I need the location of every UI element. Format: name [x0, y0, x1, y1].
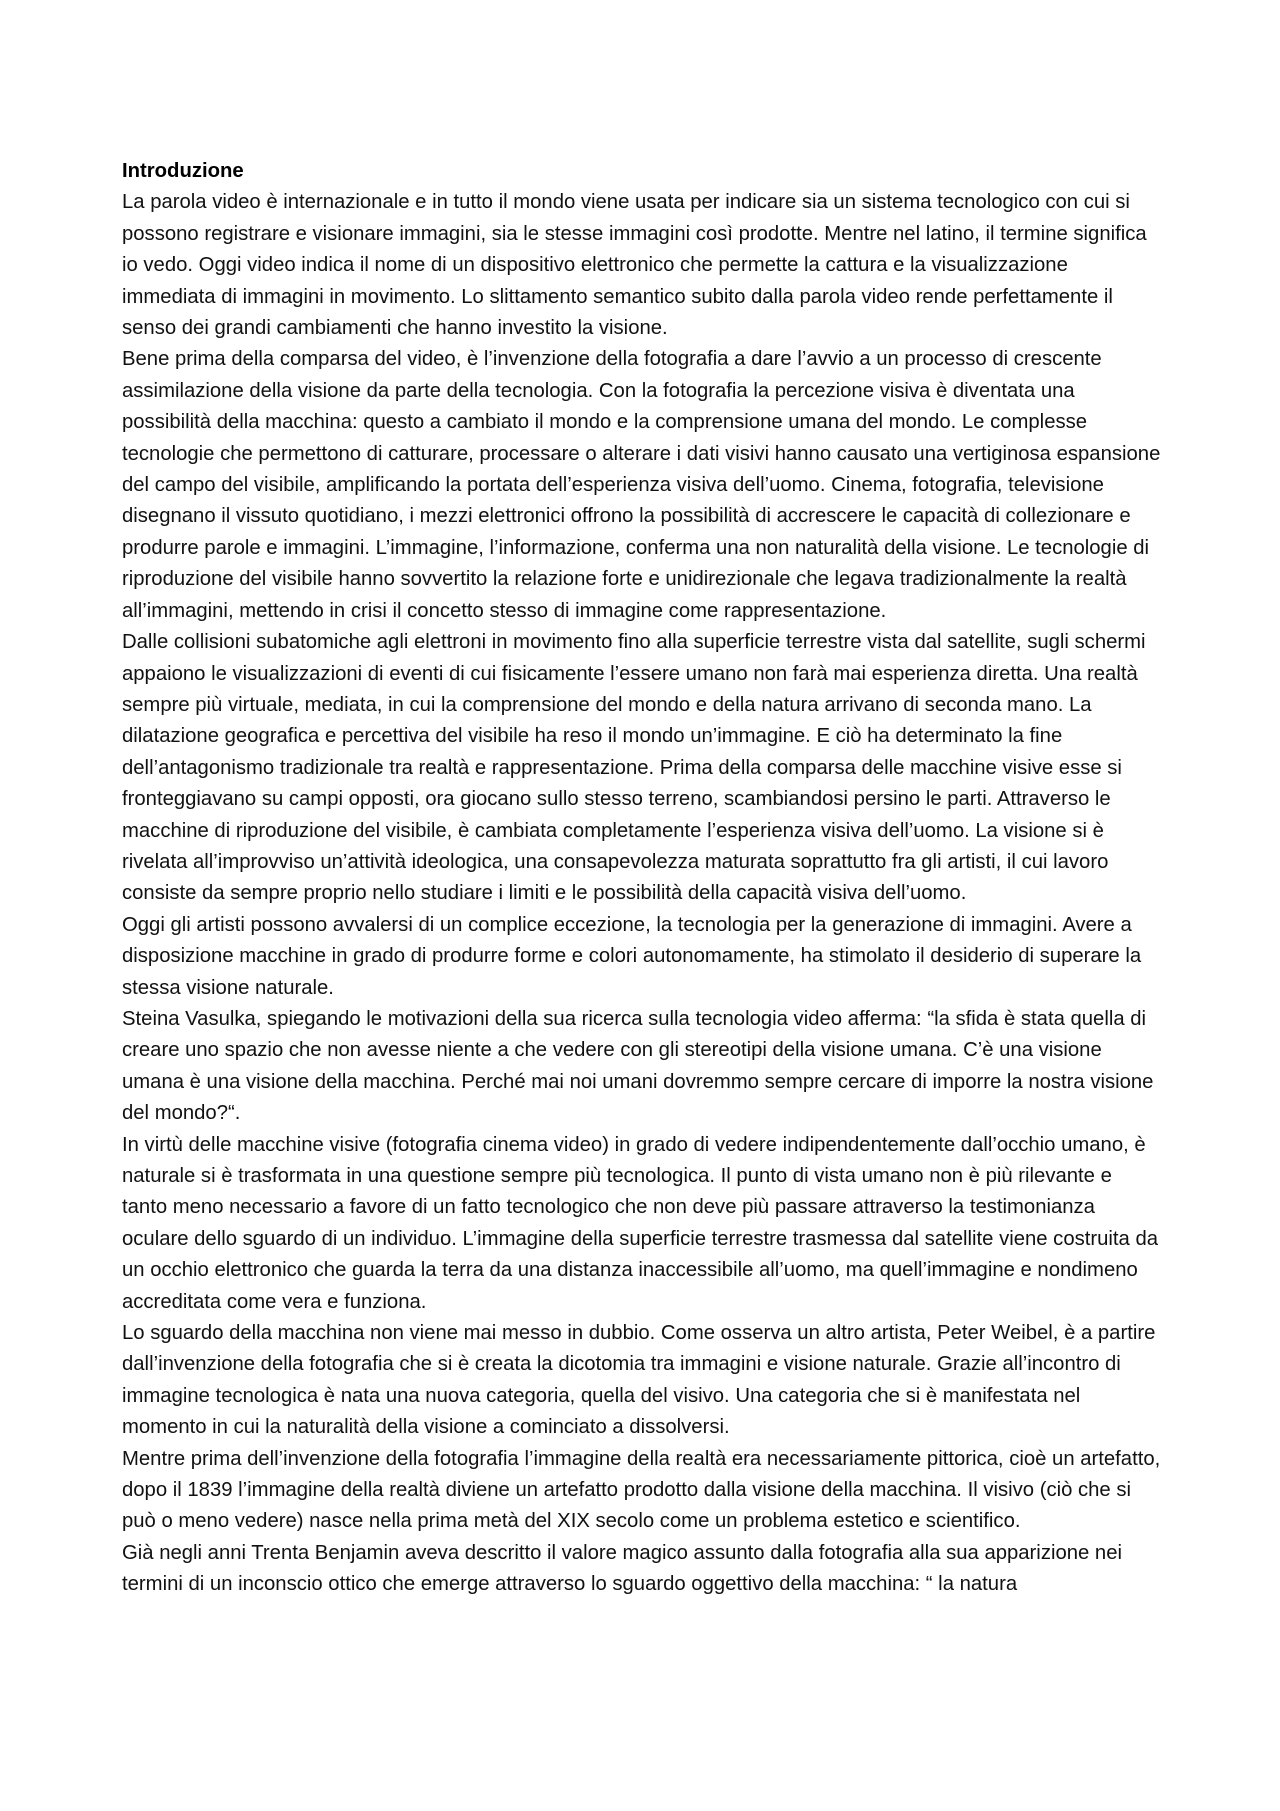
paragraph: La parola video è internazionale e in tutto il mondo viene usata per indicare sia un sistema tecnologico con cui si possono registrare e visionare immagini, sia le stesse immagini così prodotte. Mentre nel latino, il termine significa io vedo. Oggi video indica il nome di un dispositivo elettronico che permette la cattura e la visualizzazione immediata di immagini in movimento. Lo slittamento semantico subito dalla parola video rende perfettamente il senso dei grandi cambiamenti che hanno investito la visione. — [122, 191, 1147, 340]
paragraph: Steina Vasulka, spiegando le motivazioni della sua ricerca sulla tecnologia video afferma: “la sfida è stata quella di creare uno spazio che non avesse niente a che vedere con gli stereotipi della visione umana. C’è una visione umana è una visione della macchina. Perché mai noi umani dovremmo sempre cercare di imporre la nostra visione del mondo?“. — [122, 1007, 1154, 1125]
paragraph: Lo sguardo della macchina non viene mai messo in dubbio. Come osserva un altro artista, Peter Weibel, è a partire dall’invenzione della fotografia che si è creata la dicotomia tra immagini e visione naturale. Grazie all’incontro di immagine tecnologica è nata una nuova categoria, quella del visivo. Una categoria che si è manifestata nel momento in cui la naturalità della visione a cominciato a dissolversi. — [122, 1322, 1156, 1439]
paragraph: Già negli anni Trenta Benjamin aveva descritto il valore magico assunto dalla fotografia alla sua apparizione nei termini di un inconscio ottico che emerge attraverso lo sguardo oggettivo della macchina: “ la natura — [122, 1541, 1122, 1596]
paragraph: Bene prima della comparsa del video, è l’invenzione della fotografia a dare l’avvio a un processo di crescente assimilazione della visione da parte della tecnologia. Con la fotografia la percezione visiva è diventata una possibilità della macchina: questo a cambiato il mondo e la comprensione umana del mondo. Le complesse tecnologie che permettono di catturare, processare o alterare i dati visivi hanno causato una vertiginosa espansione del campo del visibile, amplificando la portata dell’esperienza visiva dell’uomo. Cinema, fotografia, televisione disegnano il vissuto quotidiano, i mezzi elettronici offrono la possibilità di accrescere le capacità di collezionare e produrre parole e immagini. L’immagine, l’informazione, conferma una non naturalità della visione. Le tecnologie di riproduzione del visibile hanno sovvertito la relazione forte e unidirezionale che legava tradizionalmente la realtà all’immagini, mettendo in crisi il concetto stesso di immagine come rappresentazione. — [122, 348, 1161, 622]
paragraph: Oggi gli artisti possono avvalersi di un complice eccezione, la tecnologia per la generazione di immagini. Avere a disposizione macchine in grado di produrre forme e colori autonomamente, ha stimolato il desiderio di superare la stessa visione naturale. — [122, 913, 1142, 999]
paragraph: In virtù delle macchine visive (fotografia cinema video) in grado di vedere indipendentemente dall’occhio umano, è naturale si è trasformata in una questione sempre più tecnologica. Il punto di vista umano non è più rilevante e tanto meno necessario a favore di un fatto tecnologico che non deve più passare attraverso la testimonianza oculare dello sguardo di un individuo. L’immagine della superficie terrestre trasmessa dal satellite viene costruita da un occhio elettronico che guarda la terra da una distanza inaccessibile all’uomo, ma quell’immagine e nondimeno accreditata come vera e funziona. — [122, 1133, 1159, 1313]
paragraph: Dalle collisioni subatomiche agli elettroni in movimento fino alla superficie terrestre vista dal satellite, sugli schermi appaiono le visualizzazioni di eventi di cui fisicamente l’essere umano non farà mai esperienza diretta. Una realtà sempre più virtuale, mediata, in cui la comprensione del mondo e della natura arrivano di seconda mano. La dilatazione geografica e percettiva del visibile ha reso il mondo un’immagine. E ciò ha determinato la fine dell’antagonismo tradizionale tra realtà e rappresentazione. Prima della comparsa delle macchine visive esse si fronteggiavano su campi opposti, ora giocano sullo stesso terreno, scambiandosi persino le parti. Attraverso le macchine di riproduzione del visibile, è cambiata completamente l’esperienza visiva dell’uomo. La visione si è rivelata all’improvviso un’attività ideologica, una consapevolezza maturata soprattutto fra gli artisti, il cui lavoro consiste da sempre proprio nello studiare i limiti e le possibilità della capacità visiva dell’uomo. — [122, 631, 1146, 905]
section-heading: Introduzione — [122, 160, 244, 182]
document-body — [122, 156, 1162, 1601]
paragraph: Mentre prima dell’invenzione della fotografia l’immagine della realtà era necessariamente pittorica, cioè un artefatto, dopo il 1839 l’immagine della realtà diviene un artefatto prodotto dalla visione della macchina. Il visivo (ciò che si può o meno vedere) nasce nella prima metà del XIX secolo come un problema estetico e scientifico. — [122, 1447, 1161, 1533]
